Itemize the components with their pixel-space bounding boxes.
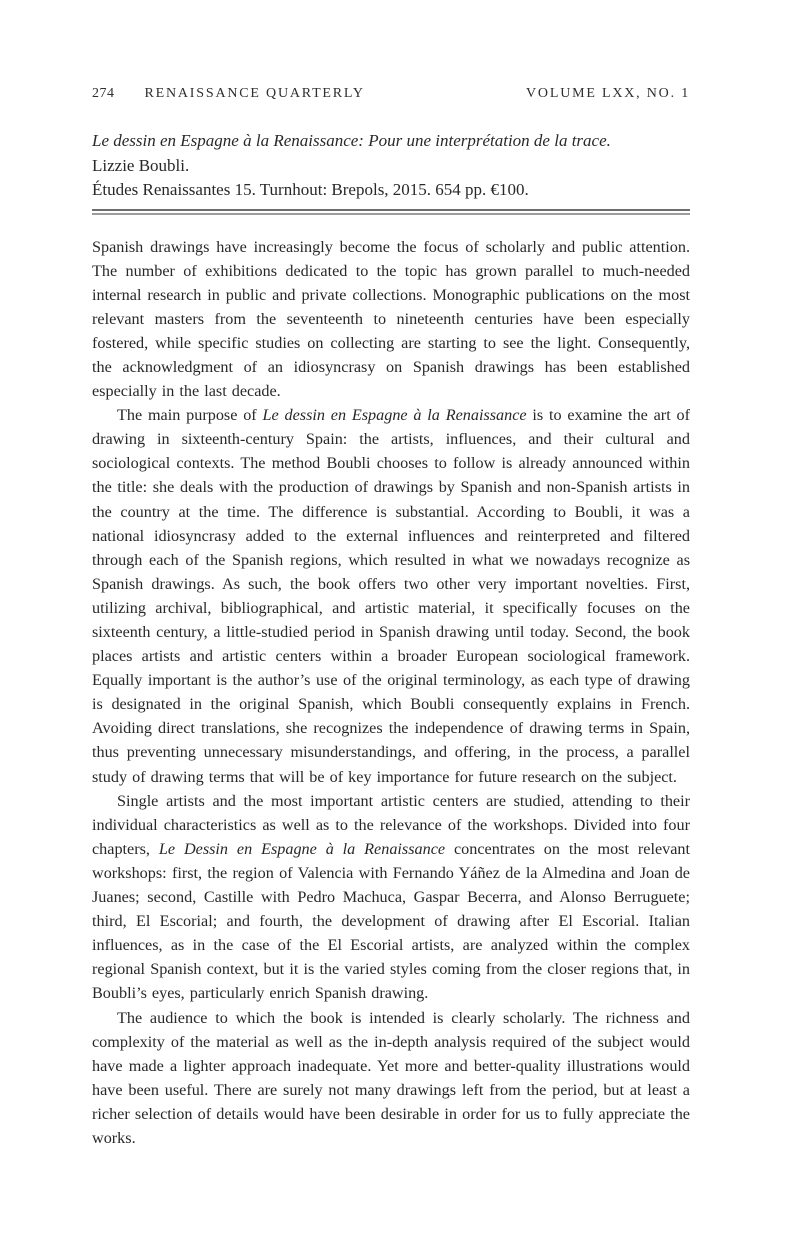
page-content [92,86,690,1150]
paragraph-2 [92,403,690,789]
review-heading [92,129,690,203]
paragraph-1 [92,235,690,404]
volume-info: VOLUME LXX, NO. 1 [526,86,690,101]
paragraph-4 [92,1006,690,1151]
text-run: The main purpose of [117,406,263,425]
inline-book-title: Le Dessin en Espagne à la Renaissance [158,839,446,858]
running-header-left [92,86,365,102]
book-author: Lizzie Boubli. [92,155,190,175]
paragraph-3 [92,789,690,1006]
running-header [92,86,690,102]
text-run: is to examine the art of drawing in sixteenth-century Spain: the artists, influences, and their cultural and sociological contexts. The method Boubli chooses to follow is already announced within the title: she deals with the production of drawings by Spanish and non-Spanish artists in the country at the time. The difference is substantial. According to Boubli, it was a national idiosyncrasy added to the external influences and reinterpreted and filtered through each of the Spanish regions, which resulted in what we nowadays recognize as Spanish drawings. As such, the book offers two other very important novelties. First, utilizing archival, bibliographical, and artistic material, it specifically focuses on the sixteenth century, a little-studied period in Spanish drawing until today. Second, the book places artists and artistic centers within a broader European sociological framework. Equally important is the author’s use of the original terminology, as each type of drawing is designated in the original Spanish, which Boubli consequently explains in French. Avoiding direct translations, she recognizes the independence of drawing terms in Spain, thus preventing unnecessary misunderstandings, and offering, in the process, a parallel study of drawing terms that will be of key importance for future research on the subject. [92,406,690,786]
text-run: The audience to which the book is intended is clearly scholarly. The richness and complexity of the material as well as the in-depth analysis required of the subject would have made a lighter approach inadequate. Yet more and better-quality illustrations would have been useful. There are surely not many drawings left from the period, but at least a richer selection of details would have been desirable in order for us to fully appreciate the works. [92,1008,690,1147]
page-number: 274 [92,86,115,101]
text-run: concentrates on the most relevant workshops: first, the region of Valencia with Fernando Yáñez de la Almedina and Joan de Juanes; second, Castille with Pedro Machuca, Gaspar Becerra, and Alonso Berruguete; third, El Escorial; and fourth, the development of drawing after El Escorial. Italian influences, as in the case of the El Escorial artists, are analyzed within the complex regional Spanish context, but it is the varied styles coming from the closer regions that, in Boubli’s eyes, particularly enrich Spanish drawing. [92,839,690,1003]
text-run: Spanish drawings have increasingly become the focus of scholarly and public attention. The number of exhibitions dedicated to the topic has grown parallel to much-needed internal research in public and private collections. Monographic publications on the most relevant masters from the seventeenth to nineteenth centuries have been especially fostered, while specific studies on collecting are starting to see the light. Consequently, the acknowledgment of an idiosyncrasy on Spanish drawings has been established especially in the last decade. [92,237,690,401]
book-title: Le dessin en Espagne à la Renaissance: Pour une interprétation de la trace. [92,131,611,150]
double-rule-divider [92,209,690,215]
journal-title: RENAISSANCE QUARTERLY [144,86,365,101]
publication-info: Études Renaissantes 15. Turnhout: Brepols, 2015. 654 pp. €100. [92,180,529,199]
inline-book-title: Le dessin en Espagne à la Renaissance [262,406,527,425]
review-body [92,235,690,1151]
text-run: Single artists and the most important artistic centers are studied, attending to their individual characteristics as well as to the relevance of the workshops. Divided into four chapters, [92,791,690,858]
